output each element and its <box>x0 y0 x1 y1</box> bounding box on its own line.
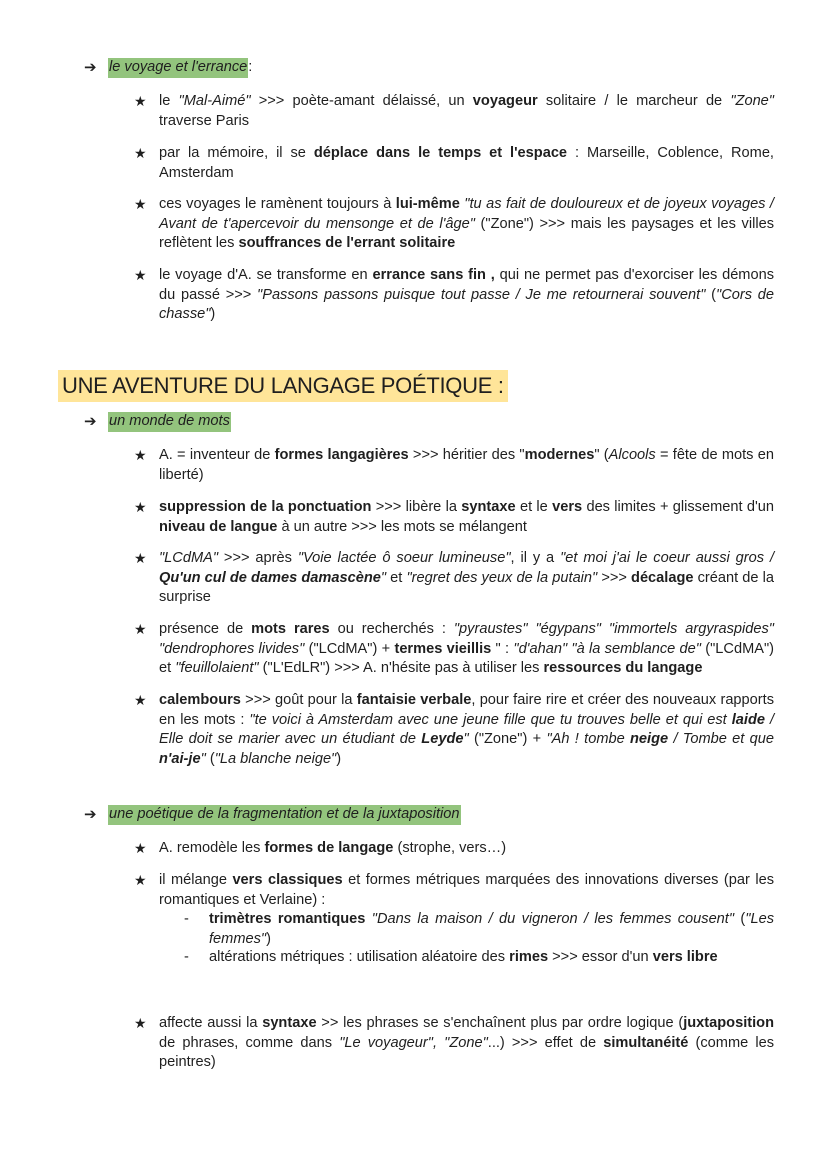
arrow-icon: ➔ <box>84 806 97 823</box>
subheading-fragmentation <box>84 805 461 825</box>
list-item: ★ "LCdMA" >>> après "Voie lactée ô soeur lumineuse", il y a "et moi j'ai le coeur aussi gros / Qu'un cul de dames damascène" et "regret des yeux de la putain" >>> décalage créant de la surprise <box>134 549 774 608</box>
page-title: UNE AVENTURE DU LANGAGE POÉTIQUE : <box>58 370 508 402</box>
subheading-fragmentation-label: une poétique de la fragmentation et de la juxtaposition <box>108 805 461 825</box>
star-icon: ★ <box>134 145 147 161</box>
star-icon: ★ <box>134 840 147 856</box>
list-item: ★ présence de mots rares ou recherchés : "pyraustes" "égypans" "immortels argyraspides" "dendrophores livides" ("LCdMA") + termes vieillis " : "d'ahan" "à la semblance de" ("LCdMA") et "feuillolaient" ("L'EdLR") >>> A. n'hésite pas à utiliser les ressources du langage <box>134 620 774 679</box>
sub-list-item: - trimètres romantiques "Dans la maison / du vigneron / les femmes cousent" ("Les femmes") <box>184 910 774 949</box>
list-item: ★ par la mémoire, il se déplace dans le temps et l'espace : Marseille, Coblence, Rome, Amsterdam <box>134 144 774 183</box>
star-icon: ★ <box>134 550 147 566</box>
sub-list-item: - altérations métriques : utilisation aléatoire des rimes >>> essor d'un vers libre <box>184 948 774 968</box>
arrow-icon: ➔ <box>84 413 97 430</box>
list-item: ★ calembours >>> goût pour la fantaisie verbale, pour faire rire et créer des nouveaux rapports en les mots : "te voici à Amsterdam avec une jeune fille que tu trouves belle et qui est laide / Elle doit se marier avec un étudiant de Leyde" ("Zone") + "Ah ! tombe neige / Tombe et que n'ai-je" ("La blanche neige") <box>134 691 774 769</box>
list-item: ★ le voyage d'A. se transforme en errance sans fin , qui ne permet pas d'exorciser les démons du passé >>> "Passons passons puisque tout passe / Je me retournerai souvent" ("Cors de chasse") <box>134 266 774 325</box>
list-item: ★ affecte aussi la syntaxe >> les phrases se s'enchaînent plus par ordre logique (juxtaposition de phrases, comme dans "Le voyageur", "Zone"...) >>> effet de simultanéité (comme les peintres) <box>134 1014 774 1073</box>
subheading-mots <box>84 412 231 432</box>
star-icon: ★ <box>134 1015 147 1031</box>
star-icon: ★ <box>134 267 147 283</box>
list-item: ★ le "Mal-Aimé" >>> poète-amant délaissé, un voyageur solitaire / le marcheur de "Zone" traverse Paris <box>134 92 774 131</box>
star-icon: ★ <box>134 499 147 515</box>
star-icon: ★ <box>134 447 147 463</box>
dash-icon: - <box>184 911 189 927</box>
list-item: ★ A. remodèle les formes de langage (strophe, vers…) <box>134 839 774 859</box>
subheading-voyage: ➔ le voyage et l'errance : <box>84 59 253 76</box>
subheading-voyage-label: le voyage et l'errance <box>108 58 248 78</box>
star-icon: ★ <box>134 872 147 888</box>
star-icon: ★ <box>134 692 147 708</box>
list-item: ★ ces voyages le ramènent toujours à lui-même "tu as fait de douloureux et de joyeux voyages / Avant de t'apercevoir du mensonge et de l'âge" ("Zone") >>> mais les paysages et les villes reflètent les souffrances de l'errant solitaire <box>134 195 774 254</box>
list-item: ★ il mélange vers classiques et formes métriques marquées des innovations diverses (par les romantiques et Verlaine) : <box>134 871 774 910</box>
list-item: ★ suppression de la ponctuation >>> libère la syntaxe et le vers des limites + glissement d'un niveau de langue à un autre >>> les mots se mélangent <box>134 498 774 537</box>
dash-icon: - <box>184 949 189 965</box>
list-item: ★ A. = inventeur de formes langagières >>> héritier des "modernes" (Alcools = fête de mots en liberté) <box>134 446 774 485</box>
subheading-mots-label: un monde de mots <box>108 412 231 432</box>
star-icon: ★ <box>134 93 147 109</box>
arrow-icon: ➔ <box>84 59 97 76</box>
star-icon: ★ <box>134 621 147 637</box>
star-icon: ★ <box>134 196 147 212</box>
